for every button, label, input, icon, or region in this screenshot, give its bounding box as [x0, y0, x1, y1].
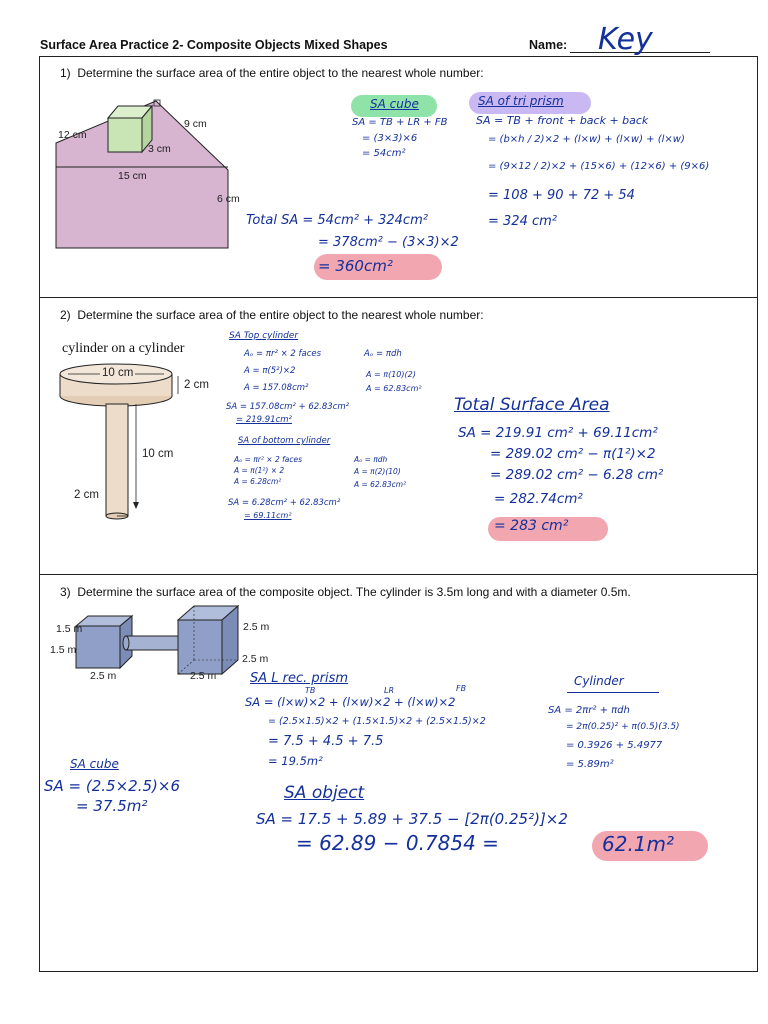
q3-rect-line-2: = (2.5×1.5)×2 + (1.5×1.5)×2 + (2.5×1.5)×2 [268, 716, 486, 727]
label-2-5m-cube-side: 2.5 m [242, 653, 269, 665]
worksheet-title: Surface Area Practice 2- Composite Objects Mixed Shapes [40, 38, 388, 52]
q3-rect-line-3: = 7.5 + 4.5 + 7.5 [268, 734, 384, 749]
q2-bottom-result: = 69.11cm² [244, 511, 292, 520]
label-15cm: 15 cm [118, 170, 147, 182]
label-9cm: 9 cm [184, 118, 207, 130]
q3-rect-line-4: = 19.5m² [268, 754, 323, 768]
q1-cube-heading: SA cube [370, 97, 419, 111]
q3-cylinder-line-1: SA = 2πr² + πdh [548, 705, 630, 716]
q2-top-result: = 219.91cm² [236, 415, 292, 425]
q3-cube-line-1: SA = (2.5×2.5)×6 [44, 777, 180, 795]
question-1-prompt: 1) Determine the surface area of the entire object to the nearest whole number: [60, 66, 484, 80]
q1-prism-heading: SA of tri prism [478, 94, 564, 108]
q2-total-line-4: = 282.74cm² [494, 491, 583, 507]
q3-rect-heading: SA L rec. prism [250, 671, 349, 686]
q1-cube-line-3: = 54cm² [362, 148, 406, 159]
q1-cube-line-2: = (3×3)×6 [362, 133, 418, 144]
q2-bottom-right-3: A = 62.83cm² [354, 480, 407, 489]
q3-cylinder-line-4: = 5.89m² [566, 759, 614, 770]
q2-answer: = 283 cm² [494, 518, 569, 534]
q2-top-sum: SA = 157.08cm² + 62.83cm² [226, 402, 350, 412]
q1-prism-line-5: = 324 cm² [488, 214, 557, 229]
section-divider-2 [39, 574, 758, 575]
label-2-5m-cube-top: 2.5 m [243, 621, 270, 633]
q3-rect-tag-fb: FB [456, 684, 467, 693]
q3-cylinder-line-2: = 2π(0.25)² + π(0.5)(3.5) [566, 722, 680, 732]
q3-cube-heading: SA cube [70, 757, 119, 771]
q3-object-line-2: = 62.89 − 0.7854 = [296, 831, 499, 855]
q3-rect-tag-tb: TB [305, 686, 316, 695]
q3-rect-tag-lr: LR [384, 686, 395, 695]
name-label: Name: [529, 38, 568, 52]
q2-bottom-heading: SA of bottom cylinder [238, 436, 331, 446]
q2-total-line-3: = 289.02 cm² − 6.28 cm² [490, 467, 664, 483]
q2-bottom-left-2: A = π(1²) × 2 [234, 466, 285, 475]
label-6cm: 6 cm [217, 193, 240, 205]
q2-bottom-left-1: Aₒ = πr² × 2 faces [234, 455, 302, 464]
q2-bottom-left-3: A = 6.28cm² [234, 477, 282, 486]
q2-figure-caption: cylinder on a cylinder [62, 341, 185, 356]
label-2-5m-prism: 2.5 m [90, 670, 117, 682]
label-2cm-base: 2 cm [74, 489, 99, 501]
q1-prism-line-2: = (b×h / 2)×2 + (l×w) + (l×w) + (l×w) [488, 134, 685, 145]
q2-top-heading: SA Top cylinder [229, 331, 299, 341]
q2-top-left-2: A = π(5²)×2 [244, 366, 296, 376]
q1-answer: = 360cm² [318, 257, 393, 275]
q2-total-heading: Total Surface Area [454, 395, 610, 415]
section-divider-1 [39, 297, 758, 298]
q3-object-heading: SA object [284, 783, 365, 803]
q1-prism-line-1: SA = TB + front + back + back [476, 114, 649, 127]
label-12cm: 12 cm [58, 129, 87, 141]
q3-answer: 62.1m² [602, 832, 675, 856]
q2-bottom-sum: SA = 6.28cm² + 62.83cm² [228, 498, 341, 508]
label-10cm-height: 10 cm [142, 448, 174, 460]
q2-total-line-2: = 289.02 cm² − π(1²)×2 [490, 446, 656, 462]
name-value: Key [598, 22, 653, 57]
q1-prism-line-4: = 108 + 90 + 72 + 54 [488, 188, 635, 203]
q3-cylinder-heading: Cylinder [574, 674, 624, 688]
question-2-prompt: 2) Determine the surface area of the entire object to the nearest whole number: [60, 308, 484, 322]
q3-rect-line-1: SA = (l×w)×2 + (l×w)×2 + (l×w)×2 [245, 695, 456, 709]
label-top-10cm: 10 cm [102, 367, 134, 379]
q2-bottom-right-1: Aₒ = πdh [354, 455, 388, 464]
q2-bottom-right-2: A = π(2)(10) [354, 467, 401, 476]
label-3cm: 3 cm [148, 143, 171, 155]
question-3-prompt: 3) Determine the surface area of the composite object. The cylinder is 3.5m long and with a diameter 0.5m. [60, 585, 631, 599]
q3-cylinder-underline [567, 692, 659, 693]
q3-cube-line-2: = 37.5m² [76, 797, 148, 815]
q1-cube-line-1: SA = TB + LR + FB [352, 117, 448, 128]
triangular-prism-with-cube-figure [56, 98, 246, 258]
q2-top-left-1: Aₒ = πr² × 2 faces [244, 349, 322, 359]
label-2cm-height: 2 cm [184, 379, 209, 391]
q3-cylinder-line-3: = 0.3926 + 5.4977 [566, 740, 663, 751]
q3-object-line-1: SA = 17.5 + 5.89 + 37.5 − [2π(0.25²)]×2 [256, 810, 568, 828]
prism-cylinder-cube-figure [76, 604, 246, 674]
label-1-5m-top: 1.5 m [56, 623, 83, 635]
q1-total-line-1: Total SA = 54cm² + 324cm² [246, 213, 428, 228]
q2-top-left-3: A = 157.08cm² [244, 383, 309, 393]
q1-prism-line-3: = (9×12 / 2)×2 + (15×6) + (12×6) + (9×6) [488, 161, 710, 172]
q2-top-right-2: A = π(10)(2) [366, 370, 416, 379]
q1-total-line-2: = 378cm² − (3×3)×2 [318, 235, 459, 250]
q2-top-right-1: Aₒ = πdh [364, 349, 402, 359]
q2-top-right-3: A = 62.83cm² [366, 384, 422, 393]
label-2-5m-cube-bottom: 2.5 m [190, 670, 217, 682]
label-1-5m-side: 1.5 m [50, 644, 77, 656]
q2-total-line-1: SA = 219.91 cm² + 69.11cm² [458, 425, 658, 441]
